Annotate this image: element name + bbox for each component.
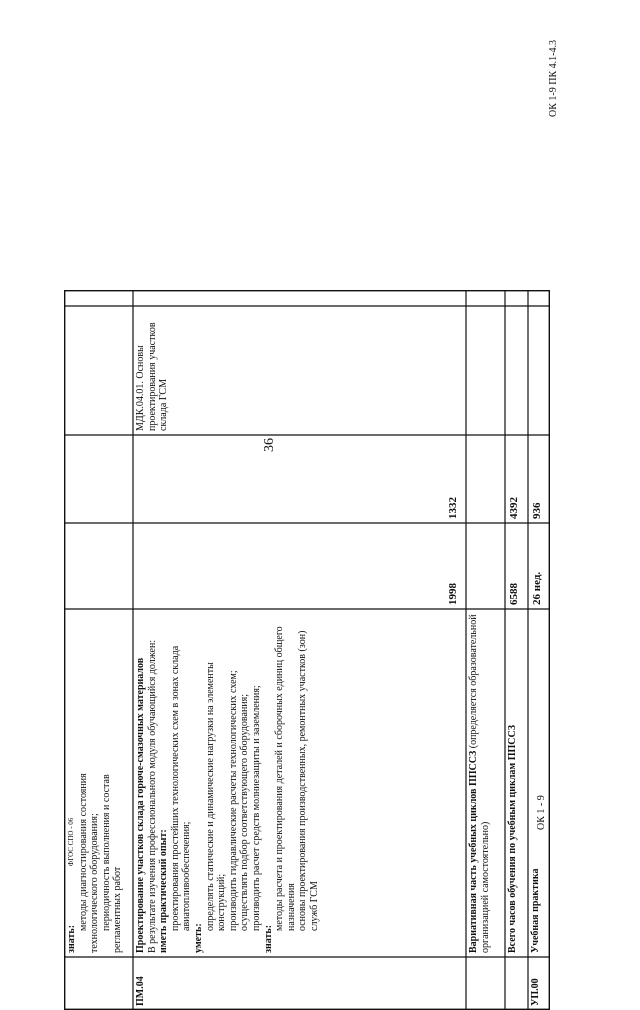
pm04-practice-item: проектирования простейших технологических схем в зонах склада авиатопливообеспечения; [169,645,193,931]
curriculum-table [64,290,550,1010]
pm04-intro: В результате изучения профессионального модуля обучающийся должен: [146,639,158,953]
page-number: 36 [262,438,277,452]
pm04-skills-head: уметь: [192,923,204,953]
pm04-skill-item: определять статические и динамические нагрузки на элементы конструкций; [204,662,228,931]
total-max-hours: 6588 [508,583,520,605]
up00-class-hours: 936 [531,502,543,519]
pm04-competencies-label: ОК 1-9 ПК 4.1-4.3 [548,40,559,117]
total-class-hours: 4392 [508,497,520,519]
pm04-know-item: методы расчета и проектирования деталей и сборочных единиц общего назначения [274,626,297,931]
pm04-title: Проектирование участков склада горюче-смазочных материалов [135,657,146,953]
pm04-skill-item: производить расчет средств молниезащиты и заземления; [250,685,262,931]
pm04-practice-head: иметь практический опыт: [158,829,170,953]
up00-code: УП.00 [530,978,541,1006]
top-row-line: технологического оборудования; [89,813,101,953]
top-row-line: методы диагностирования состояния [77,773,89,931]
variative-note: (определяется образовательной организацией самостоятельно) [468,614,491,953]
total-title: Всего часов обучения по учебным циклам ППССЗ [507,724,518,953]
pm04-know-item: основы проектирования производственных, ремонтных участков (зон) служб ГСМ [297,630,320,931]
top-row-know-head: знать: [66,924,77,953]
pm04-mdk: МДК.04.01. Основы проектирования участков склада ГСМ [135,322,170,431]
pm04-code: ПМ.04 [135,976,146,1006]
pm04-skill-item: производить гидравлические расчеты технологических схем; [227,670,239,931]
pm04-class-hours: 1332 [447,497,459,519]
variative-title: Вариативная часть учебных циклов ППССЗ [468,750,479,953]
up00-title: Учебная практика [530,868,541,953]
top-row-line: периодичность выполнения и состав [100,774,112,931]
pm04-skill-item: осуществлять подбор соответствующего оборудования; [239,693,251,931]
pm04-max-hours: 1998 [447,583,459,605]
footer-code: ФГОС СПО - 06 [67,817,75,867]
top-row-line: регламентных работ [112,866,124,953]
pm04-know-head: знать: [262,924,274,953]
up00-duration: 26 нед. [531,571,543,605]
up00-competencies [528,290,550,306]
up00-competencies-label: ОК 1 - 9 [536,795,547,830]
pm04-competencies [133,290,203,306]
